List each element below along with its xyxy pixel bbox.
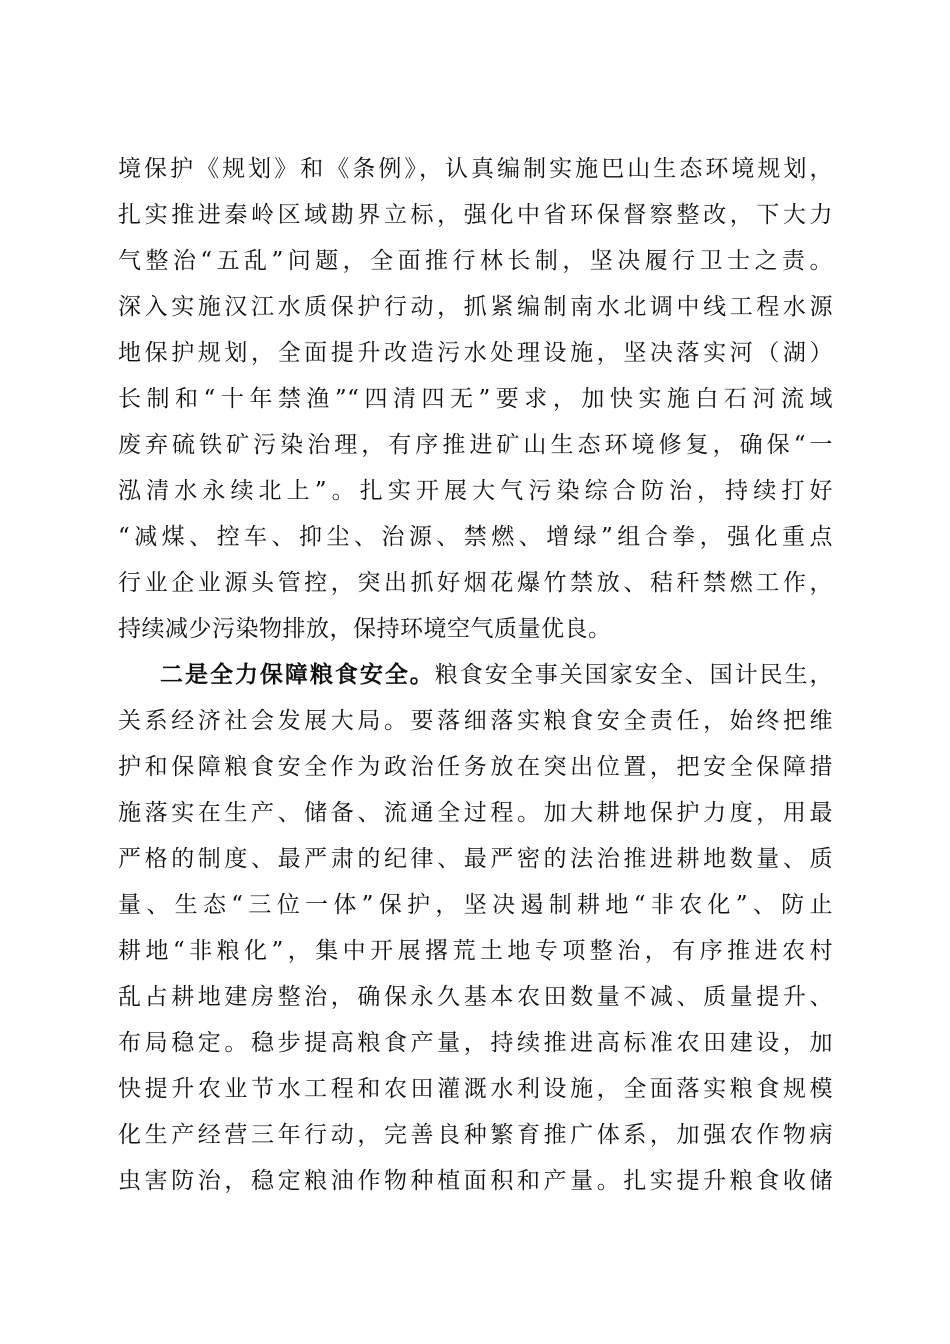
text-line: 化生产经营三年行动，完善良种繁育推广体系，加强农作物病 bbox=[118, 1122, 833, 1148]
text-line: 布局稳定。稳步提高粮食产量，持续推进高标准农田建设，加 bbox=[118, 1030, 833, 1056]
text-line: 气整治“五乱”问题，全面推行林长制，坚决履行卫士之责。 bbox=[118, 248, 833, 274]
text-line: 量、生态“三位一体”保护，坚决遏制耕地“非农化”、防止 bbox=[118, 892, 833, 918]
text-line: 废弃硫铁矿污染治理，有序推进矿山生态环境修复，确保“一 bbox=[118, 432, 833, 458]
text-line: 地保护规划，全面提升改造污水处理设施，坚决落实河（湖） bbox=[118, 340, 833, 366]
text-line: 耕地“非粮化”，集中开展撂荒土地专项整治，有序推进农村 bbox=[118, 938, 833, 964]
text-line: 行业企业源头管控，突出抓好烟花爆竹禁放、秸秆禁燃工作， bbox=[118, 570, 833, 596]
text-line: 泓清水永续北上”。扎实开展大气污染综合防治，持续打好 bbox=[118, 478, 833, 504]
text-line: 护和保障粮食安全作为政治任务放在突出位置，把安全保障措 bbox=[118, 754, 833, 780]
text-line: 虫害防治，稳定粮油作物种植面积和产量。扎实提升粮食收储 bbox=[118, 1168, 833, 1194]
text-line: 持续减少污染物排放，保持环境空气质量优良。 bbox=[118, 616, 612, 642]
text-line: 施落实在生产、储备、流通全过程。加大耕地保护力度，用最 bbox=[118, 800, 833, 826]
document-body bbox=[118, 146, 833, 1204]
paragraph-first-line-text: 粮食安全事关国家安全、国计民生， bbox=[434, 662, 834, 688]
text-line: “减煤、控车、抑尘、治源、禁燃、增绿”组合拳，强化重点 bbox=[118, 524, 833, 550]
paragraph-first-line bbox=[118, 652, 833, 698]
text-line: 乱占耕地建房整治，确保永久基本农田数量不减、质量提升、 bbox=[118, 984, 833, 1010]
paragraph-lead-heading: 二是全力保障粮食安全。 bbox=[160, 661, 435, 688]
text-line: 快提升农业节水工程和农田灌溉水利设施，全面落实粮食规模 bbox=[118, 1076, 833, 1102]
text-line: 严格的制度、最严肃的纪律、最严密的法治推进耕地数量、质 bbox=[118, 846, 833, 872]
text-line: 境保护《规划》和《条例》，认真编制实施巴山生态环境规划， bbox=[118, 156, 833, 182]
text-line: 深入实施汉江水质保护行动，抓紧编制南水北调中线工程水源 bbox=[118, 294, 833, 320]
text-line: 关系经济社会发展大局。要落细落实粮食安全责任，始终把维 bbox=[118, 708, 833, 734]
text-line: 长制和“十年禁渔”“四清四无”要求，加快实施白石河流域 bbox=[118, 386, 833, 412]
text-line: 扎实推进秦岭区域勘界立标，强化中省环保督察整改，下大力 bbox=[118, 202, 833, 228]
